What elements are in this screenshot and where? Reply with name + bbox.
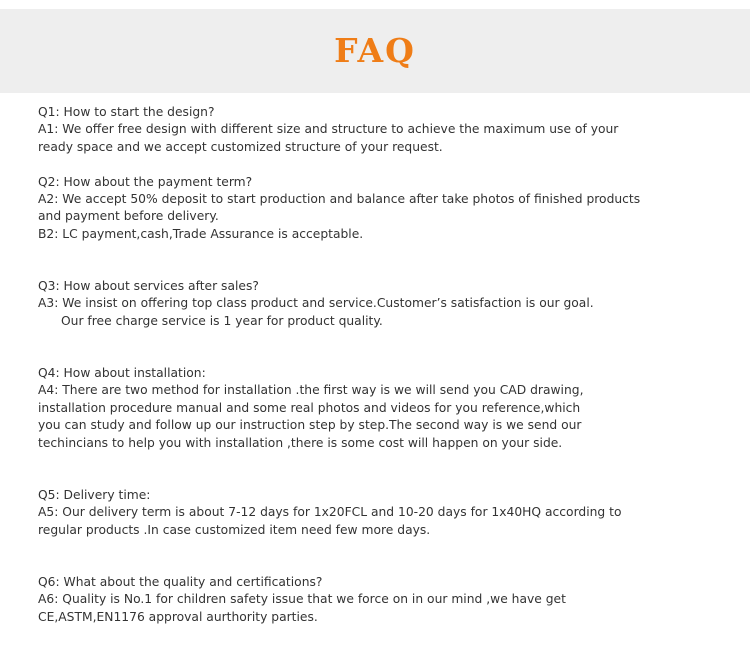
answer-1-line-1: A1: We offer free design with different size and structure to achieve the maximum use of your [38, 122, 619, 137]
answer-2-line-2: and payment before delivery. [38, 209, 219, 224]
spacer [38, 539, 728, 574]
answer-5-line-1: A5: Our delivery term is about 7-12 days for 1x20FCL and 10-20 days for 1x40HQ according to [38, 505, 622, 520]
answer-4-line-1: A4: There are two method for installation .the first way is we will send you CAD drawing, [38, 383, 584, 398]
spacer [38, 156, 728, 173]
answer-2b: B2: LC payment,cash,Trade Assurance is acceptable. [38, 226, 364, 241]
faq-body [38, 104, 728, 626]
answer-4-line-2: installation procedure manual and some real photos and videos for you reference,which [38, 400, 581, 415]
spacer [38, 243, 728, 278]
spacer [38, 330, 728, 365]
answer-6-line-2: CE,ASTM,EN1176 approval aurthority parties. [38, 609, 318, 624]
answer-3-line-2: Our free charge service is 1 year for product quality. [61, 313, 383, 328]
spacer [38, 452, 728, 487]
question-1: Q1: How to start the design? [38, 105, 215, 119]
question-6: Q6: What about the quality and certifications? [38, 574, 323, 589]
question-4: Q4: How about installation: [38, 366, 206, 381]
question-3: Q3: How about services after sales? [38, 279, 259, 294]
answer-3-line-1: A3: We insist on offering top class product and service.Customer’s satisfaction is our goal. [38, 296, 594, 311]
answer-4-line-4: techincians to help you with installation ,there is some cost will happen on your side. [38, 435, 563, 450]
answer-5-line-2: regular products .In case customized item need few more days. [38, 522, 431, 537]
answer-2-line-1: A2: We accept 50% deposit to start production and balance after take photos of finished products [38, 192, 641, 207]
answer-6-line-1: A6: Quality is No.1 for children safety issue that we force on in our mind ,we have get [38, 592, 566, 607]
question-2: Q2: How about the payment term? [38, 174, 253, 189]
page-title: FAQ [334, 31, 416, 70]
question-5: Q5: Delivery time: [38, 487, 151, 502]
answer-1-line-2: ready space and we accept customized structure of your request. [38, 139, 443, 154]
answer-4-line-3: you can study and follow up our instruction step by step.The second way is we send our [38, 418, 582, 433]
